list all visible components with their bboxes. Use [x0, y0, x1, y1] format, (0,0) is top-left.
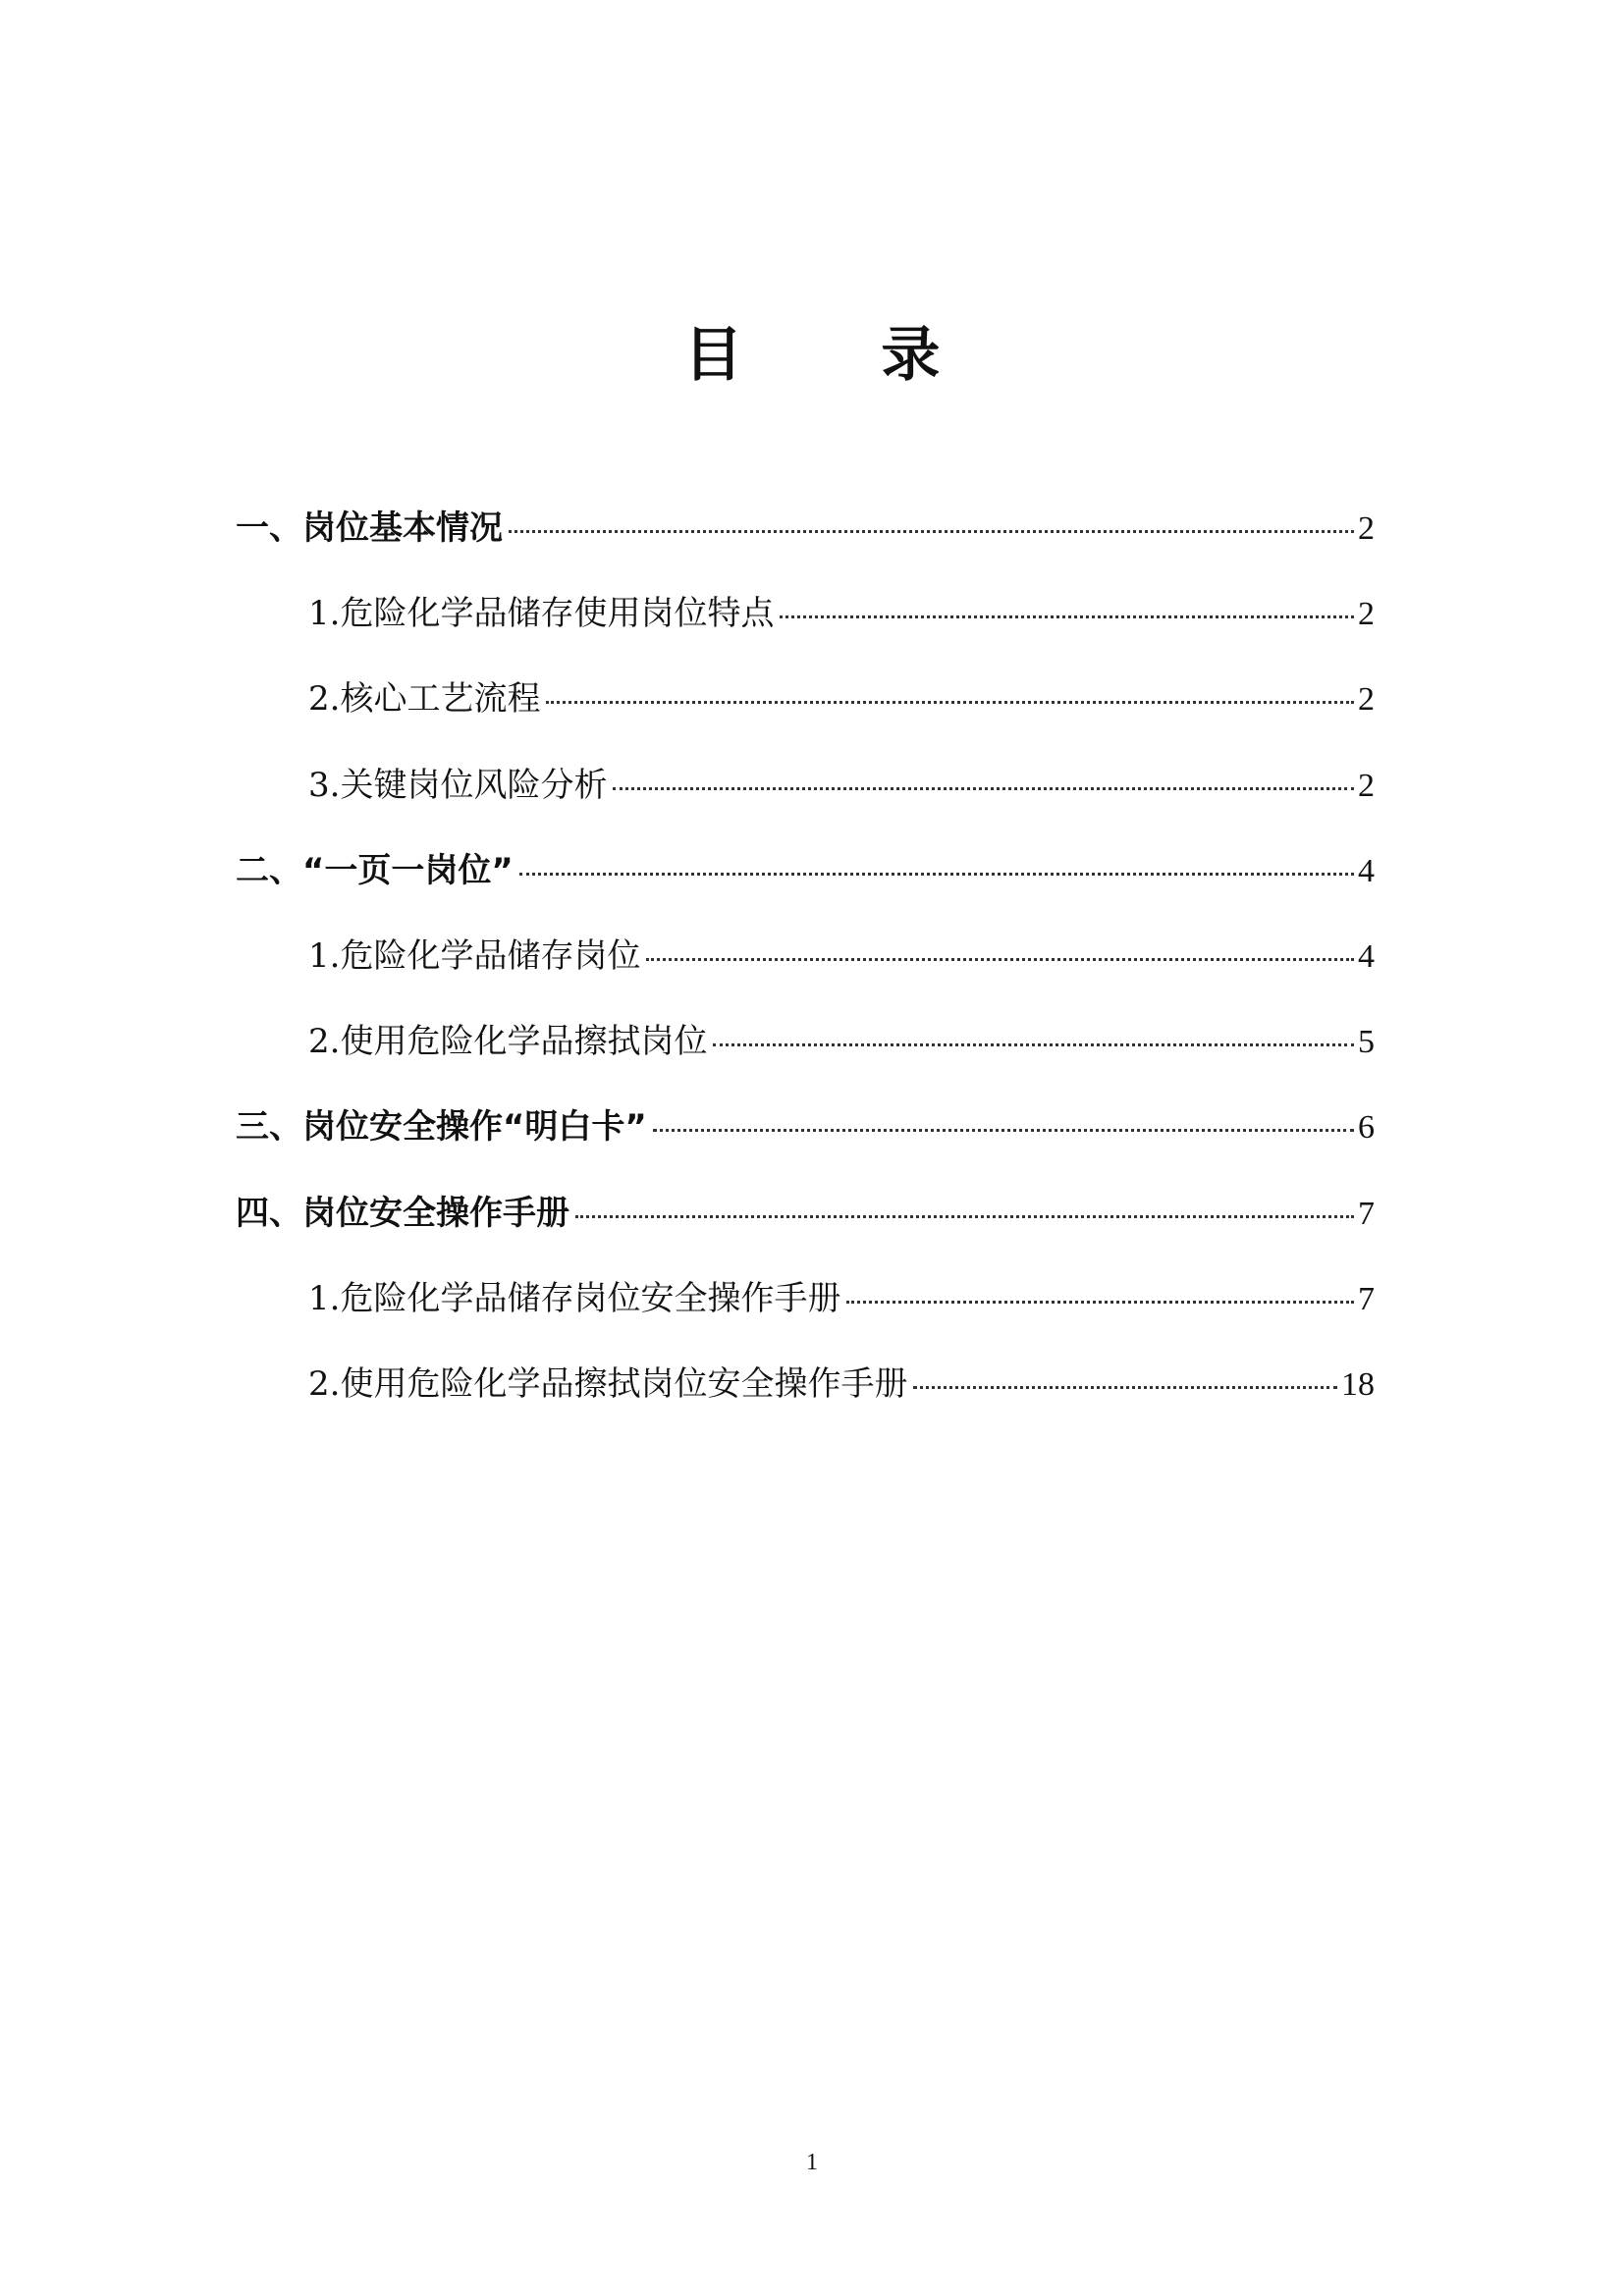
toc-entry[interactable]: [236, 758, 1375, 843]
toc-entry-page: 4: [1358, 852, 1375, 889]
toc-entry-label: 2.使用危险化学品擦拭岗位安全操作手册: [308, 1363, 908, 1404]
toc-entry[interactable]: [236, 501, 1375, 586]
toc-entry-page: 7: [1358, 1280, 1375, 1317]
toc-dot-leader: [575, 1215, 1354, 1218]
toc-dot-leader: [546, 701, 1354, 704]
toc-entry[interactable]: [236, 1186, 1375, 1271]
toc-dot-leader: [913, 1386, 1337, 1389]
page-title: 目 录: [683, 321, 1000, 390]
toc-entry-label: 2.使用危险化学品擦拭岗位: [308, 1022, 708, 1062]
toc-entry-label: 四、岗位安全操作手册: [236, 1193, 569, 1233]
toc-dot-leader: [846, 1301, 1354, 1304]
toc-dot-leader: [646, 958, 1354, 961]
toc-entry[interactable]: [236, 1357, 1375, 1442]
page-number: 1: [806, 2150, 818, 2175]
toc-entry-page: 2: [1358, 767, 1375, 804]
toc-entry-label: 三、岗位安全操作“明白卡”: [236, 1107, 647, 1148]
toc-entry-label: 1.危险化学品储存岗位安全操作手册: [308, 1278, 841, 1318]
toc-entry-page: 6: [1358, 1109, 1375, 1147]
toc-dot-leader: [519, 873, 1354, 876]
toc-entry[interactable]: [236, 843, 1375, 929]
toc-entry-page: 7: [1358, 1195, 1375, 1232]
toc-dot-leader: [653, 1129, 1354, 1132]
toc-entry-page: 2: [1358, 510, 1375, 547]
toc-entry-page: 2: [1358, 596, 1375, 633]
toc-entry[interactable]: [236, 586, 1375, 671]
toc-entry-label: 3.关键岗位风险分析: [308, 765, 608, 805]
toc-entry[interactable]: [236, 929, 1375, 1014]
toc-entry-label: 二、“一页一岗位”: [236, 850, 514, 890]
toc-entry[interactable]: [236, 1271, 1375, 1357]
toc-entry[interactable]: [236, 1014, 1375, 1099]
toc-dot-leader: [713, 1043, 1354, 1046]
toc-entry-label: 1.危险化学品储存岗位: [308, 935, 641, 976]
toc-dot-leader: [780, 615, 1354, 618]
toc-dot-leader: [509, 530, 1354, 533]
toc-entry-page: 2: [1358, 681, 1375, 719]
toc-entry[interactable]: [236, 1099, 1375, 1185]
toc-entry-page: 4: [1358, 937, 1375, 975]
table-of-contents: [236, 501, 1375, 1442]
toc-entry-label: 一、岗位基本情况: [236, 508, 503, 548]
toc-entry-page: 5: [1358, 1024, 1375, 1061]
toc-entry[interactable]: [236, 671, 1375, 757]
toc-entry-label: 1.危险化学品储存使用岗位特点: [308, 594, 775, 634]
toc-dot-leader: [613, 787, 1354, 790]
toc-entry-label: 2.核心工艺流程: [308, 679, 541, 720]
toc-entry-page: 18: [1341, 1365, 1375, 1403]
